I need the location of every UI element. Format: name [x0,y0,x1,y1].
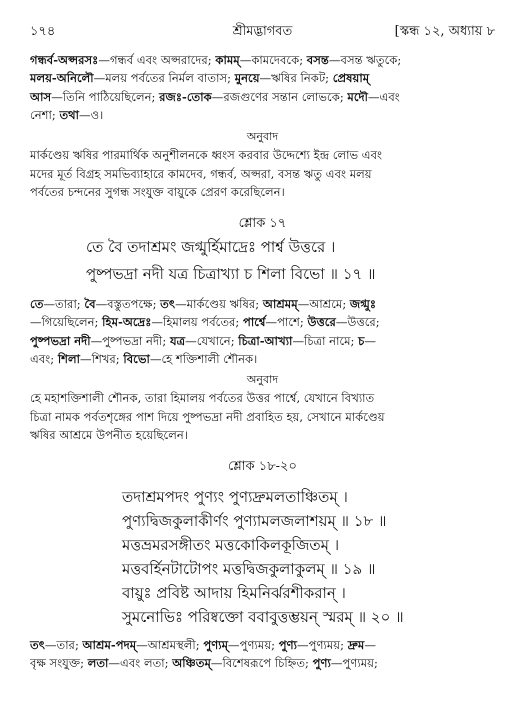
synonym-word: লতা [87,656,109,671]
synonym-meaning: নেশা; [30,107,60,122]
synonym-line [30,654,495,672]
synonym-meaning: —যেখানে; [185,333,239,348]
synonym-meaning: —তারা; [43,297,85,311]
synonym-word: যত্র [169,333,186,348]
synonyms-block-18-20 [30,636,495,673]
synonym-meaning: —পুষ্পভদ্রা নদী; [90,333,170,348]
synonym-word: পুণ্য [312,656,331,671]
synonym-line [30,88,495,106]
verse-line: বায়ুঃ প্রবিষ্ট আদায় হিমনির্ঝরশীকরান্ । [122,584,346,602]
synonym-word: চ [358,333,365,348]
synonyms-block-1 [30,51,495,124]
synonym-word: কামম্ [215,53,240,67]
verse-line: পুণ্যদ্বিজকুলাকীর্ণং পুণ্যামলজলাশয়ম্ ॥ ১৮ ॥ [122,512,387,530]
synonym-word: জগ্মুঃ [349,297,377,311]
translation-heading: অনুবাদ [246,130,279,143]
synonym-meaning: —ঋষির নিকট; [259,71,333,86]
synonym-meaning: —গন্ধর্ব এবং অপ্সরাদের; [98,53,216,67]
synonym-word: বৈ [84,297,96,311]
synonym-meaning: —মলয় পর্বতের নির্মল বাতাস; [93,71,235,86]
synonym-word: আশ্রম-পদম্ [82,638,137,652]
synonym-word: অঞ্চিতম্ [172,656,211,671]
synonym-line [30,51,495,69]
synonym-word: তে [30,297,44,311]
translation-line: ঋষির আশ্রমে উপনীত হয়েছিলেন। [30,427,188,442]
synonym-word: পুণ্য [278,638,297,652]
running-header [30,22,495,42]
verse-line: সুমনোভিঃ পরিষ্বক্তো ববাবুত্তম্ভয়ন্ স্মরম্ ॥ ২০ ॥ [122,608,404,626]
translation-line: মার্কণ্ডেয় ঋষির পারমার্থিক অনুশীলনকে ধ্বংস করবার উদ্দেশ্যে ইন্দ্র লোভ এবং [30,148,383,163]
synonym-word: চিত্রা-আখ্যা [238,333,293,348]
synonym-line [30,313,495,331]
synonym-word: বসন্ত [306,53,329,67]
verse-line: তে বৈ তদাশ্রমং জগ্মুর্হিমাদ্রেঃ পার্শ্ব উত্তরে । [86,238,336,256]
verse-heading: শ্লোক ১৭ [238,216,287,231]
page-number: ১৭৪ [30,24,56,39]
synonym-meaning: —বিশেষরূপে চিহ্নিত; [210,656,313,671]
synonym-word: পুষ্পভদ্রা নদী [30,333,91,348]
synonym-meaning: —চিত্রা নামে; [292,333,359,348]
synonym-word: আস [30,89,52,104]
book-title: শ্রীমদ্ভাগবত [232,24,293,39]
synonym-line [30,69,495,87]
synonym-word: উত্তরে [307,315,336,330]
verse-17-block [30,215,495,233]
synonym-meaning: —পুণ্যময়; [330,656,378,671]
verse-line: মত্তবর্হিনটাটোপং মত্তদ্বিজকুলাকুলম্ ॥ ১৯ ॥ [122,560,376,578]
synonym-meaning: বৃক্ষ সংযুক্ত; [30,656,88,671]
synonym-meaning: —হে শক্তিশালী শৌনক। [149,351,258,366]
synonym-meaning: —পুণ্যময়; [297,638,348,652]
synonym-meaning: —রজগুণের সন্তান লোভকে; [211,89,348,104]
synonym-meaning: —তার; [44,638,83,652]
synonym-word: তথা [59,107,80,122]
synonym-meaning: — [364,638,376,652]
synonym-word: প্রেষয়াম্ [332,71,370,86]
synonym-meaning: —আশ্রমে; [297,297,350,311]
synonym-meaning: —শিখর; [80,351,124,366]
translation-line: পর্বতের চন্দনের সুগন্ধ সংযুক্ত বায়ুকে প্রেরণ করেছিলেন। [30,184,285,199]
canto-chapter: [স্কন্ধ ১২, অধ্যায় ৮ [394,24,495,39]
synonym-word: গন্ধর্ব-অপ্সরসঃ [30,53,99,67]
synonym-line [30,106,495,124]
synonym-word: আশ্রমম্ [262,297,298,311]
synonym-line [30,295,495,313]
verse-line: পুষ্পভদ্রা নদী যত্র চিত্রাখ্যা চ শিলা বিভো ॥ ১৭ ॥ [86,265,376,283]
translation-block-1 [30,128,495,201]
synonym-word: মুনয়ে [234,71,260,86]
translation-line: চিত্রা নামক পর্বতশৃঙ্গের পাশ দিয়ে পুষ্পভদ্রা নদী প্রবাহিত হয়, সেখানে মার্কণ্ডেয় [30,409,385,424]
synonym-meaning: —বসন্ত ঋতুকে; [328,53,402,67]
synonym-meaning: —গিয়েছিলেন; [30,315,103,330]
translation-line: হে মহাশক্তিশালী শৌনক, তারা হিমালয় পর্বতের উত্তর পার্শ্বে, যেখানে বিখ্যাত [30,391,375,406]
synonym-word: মলয়-অনিলৌ [30,71,94,86]
synonym-meaning: —পুণ্যময়; [228,638,279,652]
synonym-meaning: —এবং লতা; [108,656,173,671]
synonym-meaning: —পাশে; [265,315,308,330]
synonym-word: তৎ [30,638,45,652]
translation-line: মদের মূর্ত বিগ্রহ সমভিব্যাহারে কামদেব, গন্ধর্ব, অপ্সরা, বসন্ত ঋতু এবং মলয় [30,166,372,181]
synonym-meaning: —ও। [79,107,104,122]
synonym-line [30,350,495,368]
synonym-word: মদৌ [347,89,368,104]
verse-line: মত্তভ্রমরসঙ্গীতং মত্তকোকিলকূজিতম্ । [122,536,340,554]
synonym-meaning: —আশ্রমস্থলী; [136,638,204,652]
synonym-word: পুণ্যম্ [203,638,229,652]
synonym-meaning: —মার্কণ্ডেয় ঋষির; [175,297,263,311]
synonym-line [30,332,495,350]
synonym-meaning: —বস্তুতপক্ষে; [95,297,161,311]
translation-heading: অনুবাদ [246,373,279,386]
synonym-meaning: —এবং [367,89,400,104]
synonym-word: দ্রুম [347,638,365,652]
synonym-word: রজঃ-তোক [159,89,212,104]
synonym-word: তৎ [160,297,176,311]
verse-line: তদাশ্রমপদং পুণ্যং পুণ্যদ্রুমলতাঞ্চিতম্ । [122,488,348,506]
synonym-meaning: —হিমালয় পর্বতের; [151,315,244,330]
synonym-word: বিভো [123,351,150,366]
synonym-word: পার্শ্বে [243,315,266,330]
synonym-meaning: — [364,333,376,348]
synonym-line [30,636,495,654]
synonym-meaning: এবং; [30,351,58,366]
synonym-word: শিলা [57,351,81,366]
synonym-word: হিম-অদ্রেঃ [102,315,152,330]
synonyms-block-17 [30,295,495,368]
synonym-meaning: —কামদেবকে; [239,53,307,67]
verse-18-20-block [30,458,495,476]
verse-heading: শ্লোক ১৮-২০ [228,459,297,474]
translation-block-17 [30,371,495,444]
synonym-meaning: —তিনি পাঠিয়েছিলেন; [51,89,160,104]
synonym-meaning: —উত্তরে; [335,315,380,330]
